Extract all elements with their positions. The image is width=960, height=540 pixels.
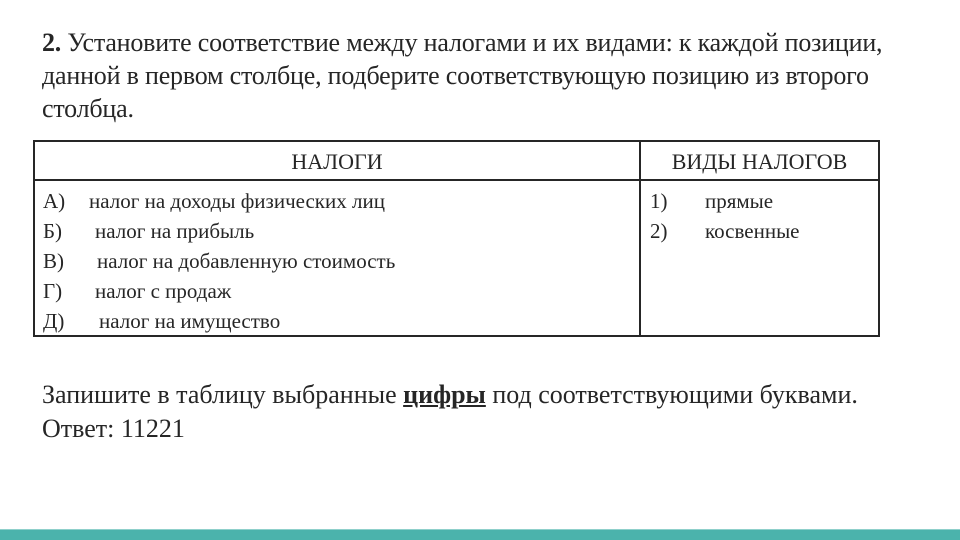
answer-line <box>42 412 902 446</box>
header-tax-types: ВИДЫ НАЛОГОВ <box>671 149 848 174</box>
item-text: налог на доходы физических лиц <box>89 189 385 213</box>
task-statement <box>42 26 902 125</box>
list-item <box>43 186 395 216</box>
instruction-emphasis: цифры <box>403 380 486 409</box>
item-text: прямые <box>705 189 774 213</box>
list-item <box>43 246 395 276</box>
list-item <box>43 276 395 306</box>
item-label: Б) <box>43 219 63 243</box>
list-item <box>43 306 395 336</box>
item-text: налог на добавленную стоимость <box>97 249 396 273</box>
answer-label: Ответ: <box>42 414 115 443</box>
item-text: налог на имущество <box>99 309 281 333</box>
item-text: налог на прибыль <box>95 219 255 243</box>
list-item <box>650 186 800 216</box>
item-label: Д) <box>43 309 65 333</box>
column-divider <box>639 142 641 335</box>
instruction-text <box>42 378 902 412</box>
item-label: А) <box>43 189 66 213</box>
item-text: косвенные <box>705 219 800 243</box>
task-text: Установите соответствие между налогами и их видами: к каждой позиции, данной в первом столбце, подберите соответствующую позицию из второго столбца. <box>42 28 883 123</box>
instruction-after: под соответствующими буквами. <box>485 380 858 409</box>
item-label: Г) <box>43 279 63 303</box>
item-label: 1) <box>650 189 668 213</box>
task-number: 2. <box>42 28 62 57</box>
taxes-list <box>43 186 395 336</box>
item-text: налог с продаж <box>95 279 232 303</box>
item-label: В) <box>43 249 64 273</box>
list-item <box>650 216 800 246</box>
header-taxes: НАЛОГИ <box>291 149 383 174</box>
matching-table <box>33 140 880 337</box>
instruction-block <box>42 378 902 446</box>
list-item <box>43 216 395 246</box>
answer-value: 11221 <box>120 414 185 443</box>
table-header-row <box>35 142 878 181</box>
item-label: 2) <box>650 219 668 243</box>
accent-bar <box>0 529 960 540</box>
instruction-before: Запишите в таблицу выбранные <box>42 380 404 409</box>
tax-types-list <box>650 186 800 246</box>
